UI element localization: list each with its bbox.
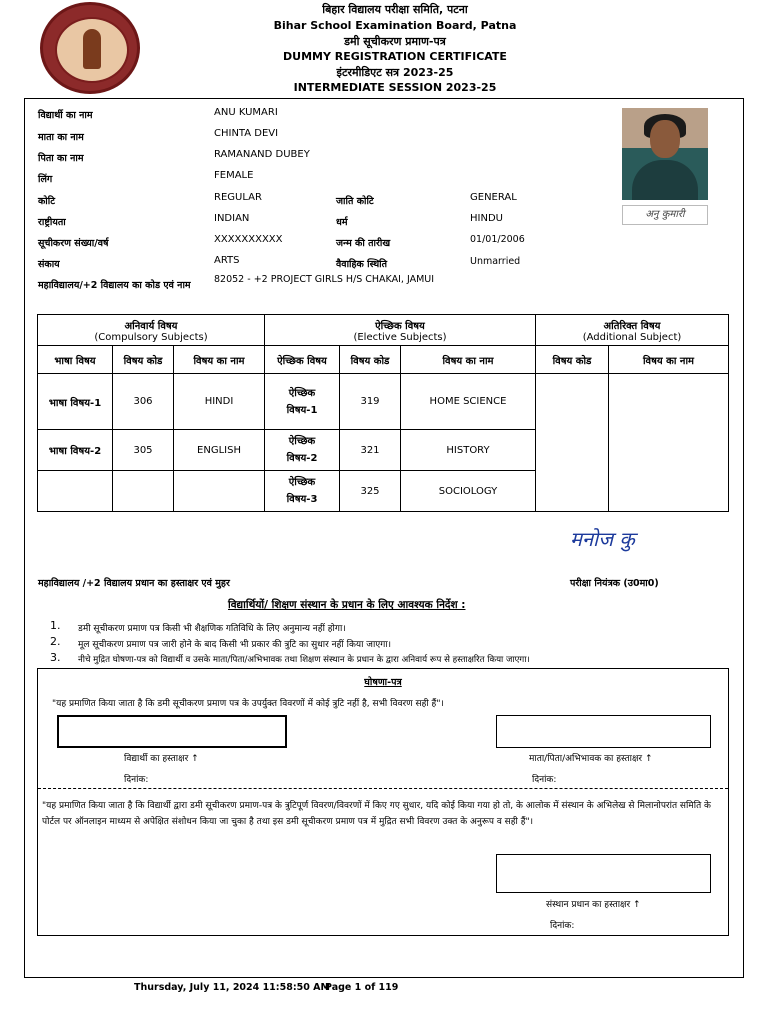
category-value: REGULAR — [214, 192, 262, 203]
head-signature-box[interactable] — [496, 854, 711, 893]
e-code: 325 — [340, 471, 401, 512]
e-label: ऐच्छिक विषय-3 — [265, 471, 340, 512]
dob-label: जन्म की तारीख — [336, 238, 391, 249]
lang-label: भाषा विषय-1 — [38, 374, 113, 430]
dob-value: 01/01/2006 — [470, 234, 525, 245]
declaration-divider — [38, 788, 728, 789]
bseb-logo — [40, 2, 140, 94]
compulsory-header — [38, 315, 265, 346]
compulsory-hindi: अनिवार्य विषय — [124, 320, 178, 332]
religion-value: HINDU — [470, 213, 503, 224]
page-number: Page 1 of 119 — [325, 982, 399, 993]
instruction-num: 2. — [50, 635, 61, 648]
c-code — [113, 471, 174, 512]
student-photo — [622, 108, 708, 200]
c-name: HINDI — [174, 374, 265, 430]
col-name-a: विषय का नाम — [609, 346, 729, 374]
declaration-text-2: "यह प्रमाणित किया जाता है कि विद्यार्थी द्वारा डमी सूचीकरण प्रमाण-पत्र के त्रुटिपूर्ण विवरण/विवरणों में किए गए सुधार, यदि कोई किया गया हो तो, के आलोक में संस्थान के अभिलेख से मिलानोपरांत समिति के पोर्टल पर ऑनलाइन माध्यम से अपेक्षित संशोधन किया जा चुका है तथा इस डमी सूचीकरण प्रमाण पत्र में मुद्रित सभी विवरण उक्त के अनुरूप व सही हैं"। — [42, 801, 711, 827]
faculty-label: संकाय — [38, 259, 60, 270]
head-signature-label: संस्थान प्रधान का हस्ताक्षर ↑ — [546, 900, 641, 910]
col-code-e: विषय कोड — [340, 346, 401, 374]
c-name: ENGLISH — [174, 430, 265, 471]
instruction-text: डमी सूचीकरण प्रमाण पत्र किसी भी शैक्षणिक गतिविधि के लिए अनुमान्य नहीं होगा। — [78, 624, 346, 634]
certificate-title-hindi: डमी सूचीकरण प्रमाण-पत्र — [344, 35, 446, 48]
additional-header — [536, 315, 729, 346]
photo-body — [632, 160, 698, 200]
mother-label: माता का नाम — [38, 132, 84, 143]
e-label: ऐच्छिक विषय-1 — [265, 374, 340, 430]
additional-english: (Additional Subject) — [582, 331, 682, 343]
e-name: HOME SCIENCE — [401, 374, 536, 430]
subject-row — [38, 374, 729, 430]
category-label: कोटि — [38, 196, 56, 207]
head-date-label: दिनांक: — [550, 921, 575, 931]
photo-face — [650, 120, 680, 158]
col-code-c: विषय कोड — [113, 346, 174, 374]
instruction-text: नीचे मुद्रित घोषणा-पत्र को विद्यार्थी व उसके माता/पिता/अभिभावक तथा शिक्षण संस्थान के प्रधान के द्वारा अनिवार्य रूप से हस्ताक्षरित किया जाएगा। — [78, 655, 530, 665]
instructions-title: विद्यार्थियों/ शिक्षण संस्थान के प्रधान के लिए आवश्यक निर्देश : — [228, 599, 466, 611]
religion-label: धर्म — [336, 217, 348, 228]
controller-signature: मनोज कु — [570, 527, 635, 551]
mother-name: CHINTA DEVI — [214, 128, 279, 139]
declaration-text-1: "यह प्रमाणित किया जाता है कि डमी सूचीकरण प्रमाण पत्र के उपर्युक्त विवरणों में कोई त्रुटि नहीं है, सभी विवरण सही हैं"। — [52, 699, 444, 709]
faculty-value: ARTS — [214, 255, 240, 266]
gender-value: FEMALE — [214, 170, 254, 181]
father-name: RAMANAND DUBEY — [214, 149, 310, 160]
board-name-hindi: बिहार विद्यालय परीक्षा समिति, पटना — [322, 3, 468, 16]
e-code: 319 — [340, 374, 401, 430]
name-label: विद्यार्थी का नाम — [38, 110, 93, 121]
caste-value: GENERAL — [470, 192, 517, 203]
parent-date-label: दिनांक: — [532, 775, 557, 785]
instruction-text: मूल सूचीकरण प्रमाण पत्र जारी होने के बाद किसी भी प्रकार की त्रुटि का सुधार नहीं किया जाएगा। — [78, 640, 392, 650]
nationality-label: राष्ट्रीयता — [38, 217, 66, 228]
father-label: पिता का नाम — [38, 153, 84, 164]
instruction-num: 3. — [50, 651, 61, 664]
instruction-num: 1. — [50, 619, 61, 632]
student-date-label: दिनांक: — [124, 775, 149, 785]
session-english: INTERMEDIATE SESSION 2023-25 — [293, 81, 497, 94]
student-name: ANU KUMARI — [214, 107, 278, 118]
c-code: 305 — [113, 430, 174, 471]
declaration-title: घोषणा-पत्र — [364, 677, 402, 688]
col-name-c: विषय का नाम — [174, 346, 265, 374]
elective-hindi: ऐच्छिक विषय — [375, 320, 425, 332]
e-code: 321 — [340, 430, 401, 471]
regno-value: XXXXXXXXXX — [214, 234, 283, 245]
lang-label: भाषा विषय-2 — [38, 430, 113, 471]
session-hindi: इंटरमीडिएट सत्र 2023-25 — [336, 66, 454, 79]
logo-figure — [83, 29, 101, 69]
nationality-value: INDIAN — [214, 213, 250, 224]
marital-value: Unmarried — [470, 256, 521, 267]
lang-label — [38, 471, 113, 512]
college-value: 82052 - +2 PROJECT GIRLS H/S CHAKAI, JAMUI — [214, 274, 435, 285]
marital-label: वैवाहिक स्थिति — [336, 259, 388, 270]
col-bhasha: भाषा विषय — [38, 346, 113, 374]
declaration-box — [37, 668, 729, 936]
subjects-table — [37, 314, 729, 512]
certificate-title-english: DUMMY REGISTRATION CERTIFICATE — [283, 50, 507, 63]
compulsory-english: (Compulsory Subjects) — [94, 331, 208, 343]
additional-hindi: अतिरिक्त विषय — [603, 320, 661, 332]
parent-signature-box[interactable] — [496, 715, 711, 748]
print-datetime: Thursday, July 11, 2024 11:58:50 AM — [134, 982, 330, 993]
principal-sign-label: महाविद्यालय /+2 विद्यालय प्रधान का हस्ताक्षर एवं मुहर — [38, 578, 230, 589]
elective-english: (Elective Subjects) — [353, 331, 447, 343]
board-name-english: Bihar School Examination Board, Patna — [273, 19, 517, 32]
parent-signature-label: माता/पिता/अभिभावक का हस्ताक्षर ↑ — [529, 754, 653, 764]
gender-label: लिंग — [38, 174, 53, 185]
e-name: HISTORY — [401, 430, 536, 471]
c-code: 306 — [113, 374, 174, 430]
col-code-a: विषय कोड — [536, 346, 609, 374]
student-signature-image: अनु कुमारी — [622, 205, 708, 225]
c-name — [174, 471, 265, 512]
a-name — [609, 374, 729, 512]
controller-label: परीक्षा नियंत्रक (उ0मा0) — [570, 578, 659, 589]
col-name-e: विषय का नाम — [401, 346, 536, 374]
logo-emblem — [55, 17, 129, 83]
college-label: महाविद्यालय/+2 विद्यालय का कोड एवं नाम — [38, 280, 191, 291]
caste-label: जाति कोटि — [336, 196, 374, 207]
regno-label: सूचीकरण संख्या/वर्ष — [38, 238, 109, 249]
a-code — [536, 374, 609, 512]
col-elective: ऐच्छिक विषय — [265, 346, 340, 374]
e-name: SOCIOLOGY — [401, 471, 536, 512]
student-signature-box[interactable] — [57, 715, 287, 748]
elective-header — [265, 315, 536, 346]
e-label: ऐच्छिक विषय-2 — [265, 430, 340, 471]
student-signature-label: विद्यार्थी का हस्ताक्षर ↑ — [124, 754, 199, 764]
